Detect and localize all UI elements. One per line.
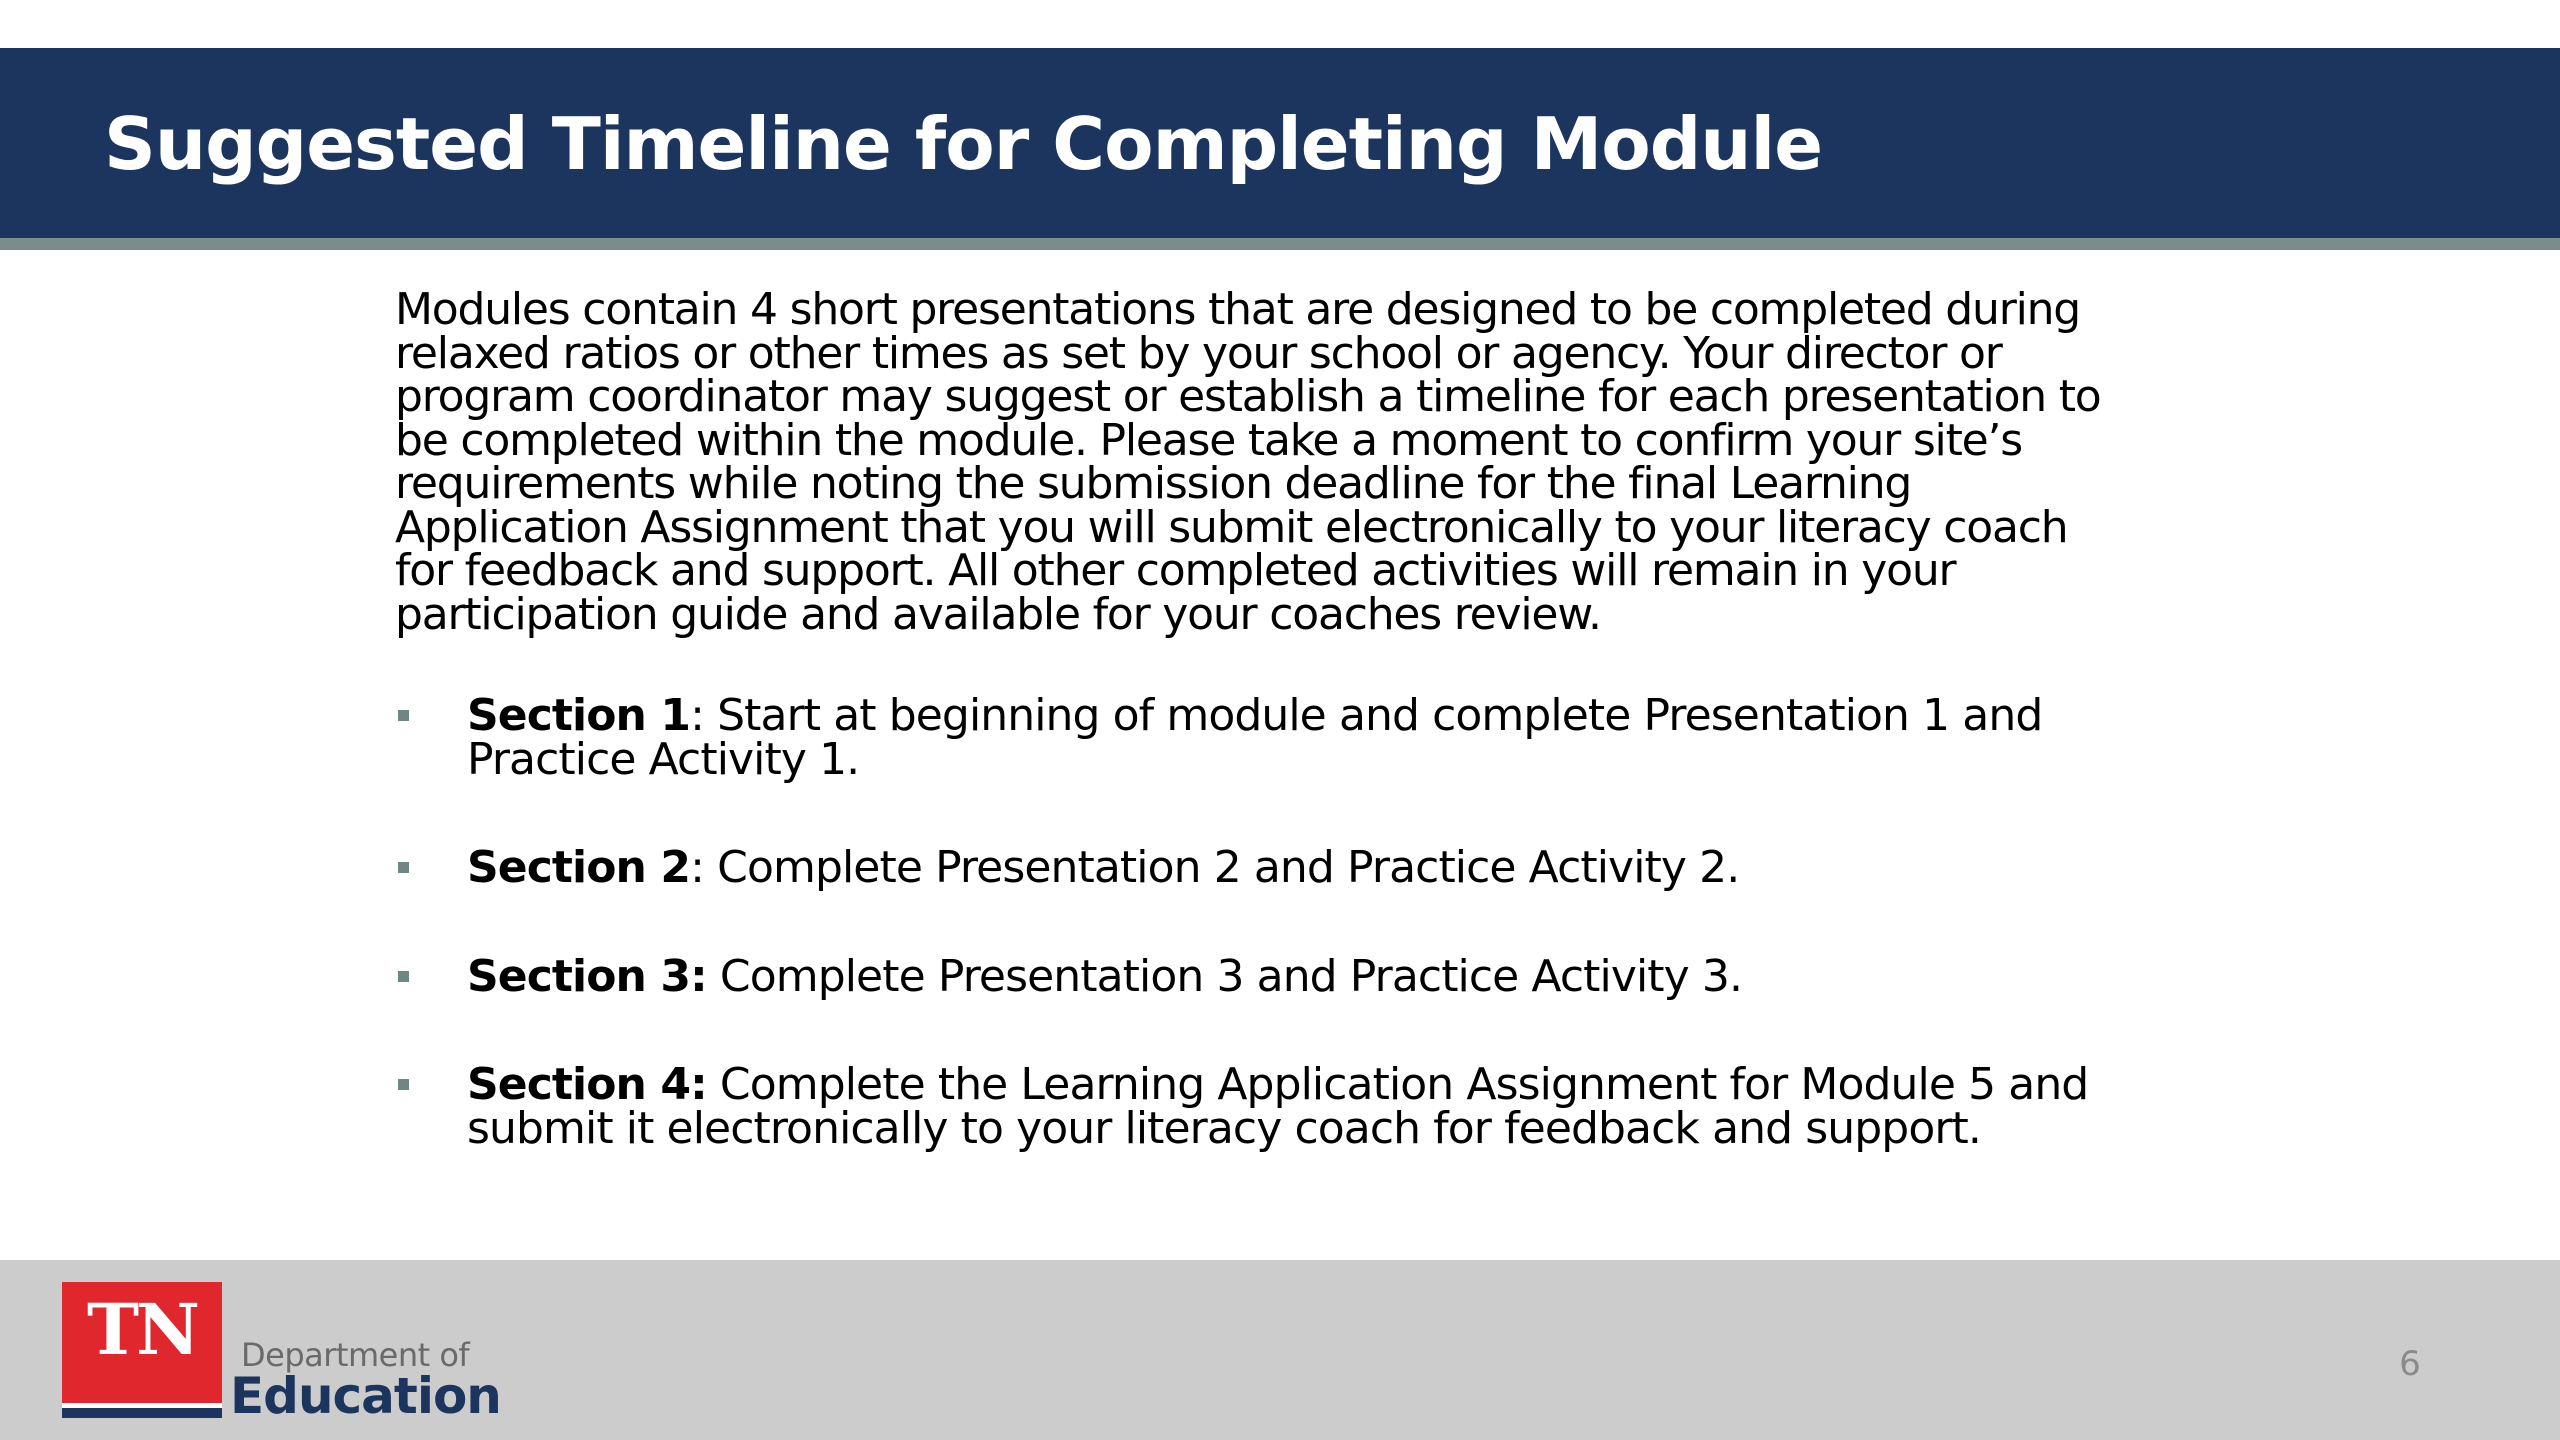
square-bullet-icon xyxy=(398,862,409,873)
tn-logo-mark: TN xyxy=(86,1288,198,1371)
section-text: Complete the Learning Application Assignment for Module 5 and submit it electronically to your literacy coach for feedback and support. xyxy=(467,1059,2089,1154)
department-of-label: Department of xyxy=(241,1336,470,1374)
section-list xyxy=(395,690,2125,1154)
tn-logo-badge xyxy=(62,1282,222,1403)
slide-title: Suggested Timeline for Completing Module xyxy=(104,102,1823,186)
intro-paragraph: Modules contain 4 short presentations that are designed to be completed during relaxed ratios or other times as set by your school or agency. Your director or program coordinator may suggest or establish a timeline for each presentation to be completed within the module. Please take a moment to confirm your site’s requirements while noting the submission deadline for the final Learning Application Assignment that you will submit electronically to your literacy coach for feedback and support. All other completed activities will remain in your participation guide and available for your coaches review. xyxy=(395,284,2101,640)
section-name: Section 1 xyxy=(467,690,691,741)
section-text: : Complete Presentation 2 and Practice Activity 2. xyxy=(690,842,1740,893)
section-name: Section 2 xyxy=(467,842,691,893)
square-bullet-icon xyxy=(398,710,409,721)
section-item-4 xyxy=(395,1059,2125,1154)
section-item-3 xyxy=(395,950,2125,1002)
square-bullet-icon xyxy=(398,971,409,982)
section-text: Complete Presentation 3 and Practice Activity 3. xyxy=(706,950,1743,1002)
slide-content xyxy=(395,284,2125,1215)
tn-logo xyxy=(62,1282,222,1420)
section-text: : Start at beginning of module and complete Presentation 1 and Practice Activity 1. xyxy=(467,690,2043,785)
tn-logo-blue-stripe xyxy=(62,1408,222,1418)
section-item-1 xyxy=(395,690,2125,785)
title-divider xyxy=(0,238,2560,250)
section-name: Section 4: xyxy=(467,1059,707,1110)
education-label: Education xyxy=(230,1367,501,1425)
section-name: Section 3: xyxy=(467,950,707,1002)
square-bullet-icon xyxy=(398,1079,409,1090)
page-number: 6 xyxy=(2399,1344,2421,1384)
section-item-2 xyxy=(395,842,2125,893)
